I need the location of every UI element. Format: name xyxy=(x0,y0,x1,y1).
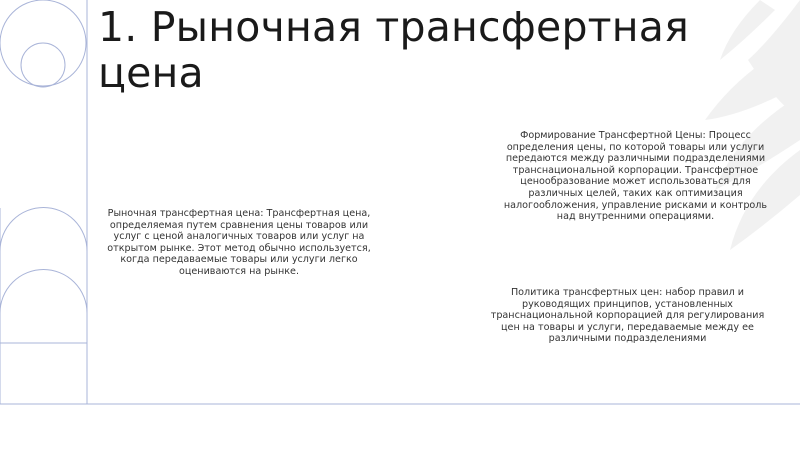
arch-lower xyxy=(0,270,87,344)
bottom-right-text-block: Политика трансфертных цен: набор правил и руководящих принципов, установленных транснациональной корпорацией для регулирования цен на товары и услуги, передаваемые между ее различными подразделениями xyxy=(490,287,765,345)
left-text-block: Рыночная трансфертная цена: Трансфертная цена, определяемая путем сравнения цены товаров или услуг с ценой аналогичных товаров или услуг на открытом рынке. Этот метод обычно используется, когда передаваемые товары или услуги легко оцениваются на рынке. xyxy=(107,208,371,277)
slide-title: 1. Рыночная трансфертная цена xyxy=(98,3,689,97)
arch-upper xyxy=(0,208,87,344)
top-small-circle xyxy=(21,43,65,87)
top-right-text-block: Формирование Трансфертной Цены: Процесс определения цены, по которой товары или услуги передаются между различными подразделениями транснациональной корпорации. Трансфертное ценообразование может использоваться для различных целей, таких как оптимизация налогообложения, управление рисками и контроль над внутренними операциями. xyxy=(503,130,768,223)
